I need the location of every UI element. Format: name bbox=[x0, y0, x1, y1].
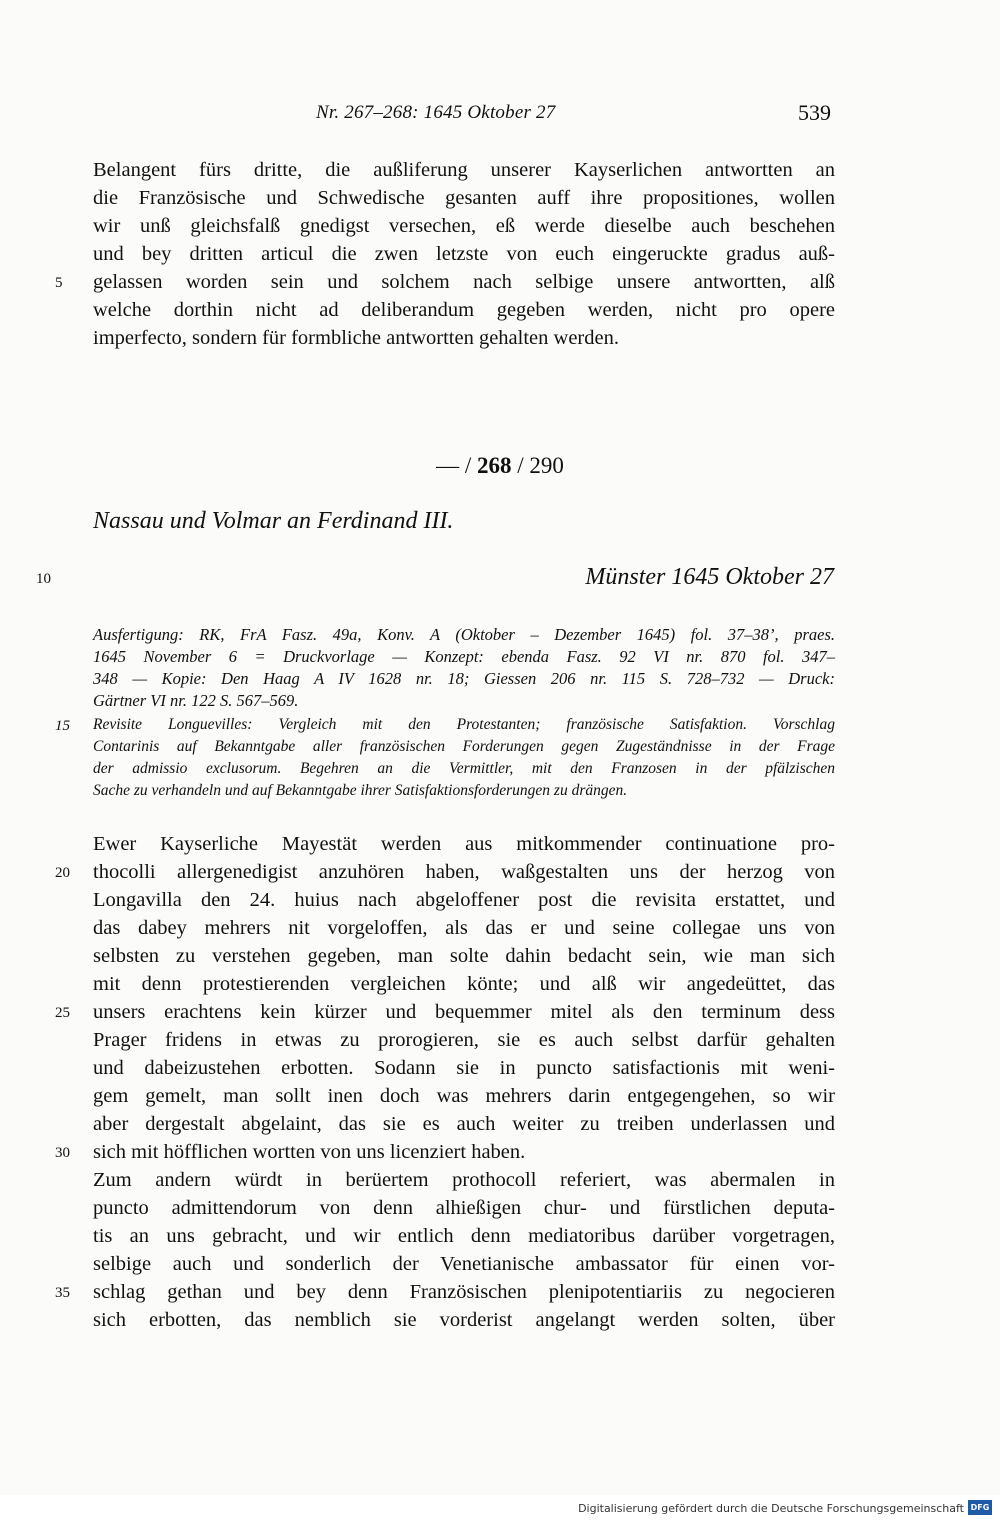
paragraph-continuation bbox=[55, 156, 835, 352]
regest-line bbox=[55, 714, 835, 736]
apparatus-line: Gärtner VI nr. 122 S. 567–569. bbox=[93, 691, 299, 710]
footer-bar bbox=[0, 1495, 1000, 1525]
document-number bbox=[0, 453, 1000, 479]
text-line: aber dergestalt abgelaint, das sie es auch weiter zu treiben underlassen und bbox=[93, 1113, 835, 1135]
text-line: selbige auch und sonderlich der Venetianische ambassator für einen vor- bbox=[93, 1253, 835, 1275]
funding-note: Digitalisierung gefördert durch die Deutsche Forschungsgemeinschaft bbox=[578, 1502, 964, 1515]
place-and-date: Münster 1645 Oktober 27 bbox=[585, 564, 834, 590]
regest-line: der admissio exclusorum. Begehren an die Vermittler, mit den Franzosen in der pfälzischen bbox=[93, 760, 835, 777]
line-number: 10 bbox=[36, 571, 51, 587]
text-line bbox=[55, 998, 835, 1026]
line-number: 25 bbox=[55, 1005, 70, 1021]
running-head bbox=[0, 100, 1000, 130]
text-line: Belangent fürs dritte, die außliferung unserer Kayserlichen antwortten an bbox=[93, 159, 835, 181]
text-line bbox=[55, 1278, 835, 1306]
text-line-content: thocolli allergenedigist anzuhören haben, waßgestalten uns der herzog von bbox=[93, 861, 835, 883]
page-number: 539 bbox=[798, 100, 831, 125]
dfg-logo: DFG bbox=[968, 1500, 992, 1515]
apparatus-line: 1645 November 6 = Druckvorlage — Konzept: ebenda Fasz. 92 VI nr. 870 fol. 347– bbox=[93, 647, 835, 666]
text-line-content: gelassen worden sein und solchem nach selbige unsere antwortten, alß bbox=[93, 271, 835, 293]
text-line bbox=[55, 858, 835, 886]
letter-body bbox=[55, 830, 835, 1334]
text-line bbox=[55, 268, 835, 296]
text-line: mit denn protestierenden vergleichen könte; und alß wir angedeüttet, das bbox=[93, 973, 835, 995]
document-title: Nassau und Volmar an Ferdinand III. bbox=[93, 508, 454, 534]
document-number-suffix: / 290 bbox=[517, 453, 564, 478]
text-line: selbsten zu verstehen gegeben, man solte dahin bedacht sein, wie man sich bbox=[93, 945, 835, 967]
text-line: und dabeizustehen erbotten. Sodann sie in puncto satisfactionis mit weni- bbox=[93, 1057, 835, 1079]
line-number: 30 bbox=[55, 1145, 70, 1161]
text-line-content: sich mit höfflichen wortten von uns licenziert haben. bbox=[93, 1141, 526, 1163]
apparatus-line: Ausfertigung: RK, FrA Fasz. 49a, Konv. A (Oktober – Dezember 1645) fol. 37–38’, praes. bbox=[93, 625, 835, 644]
text-line: die Französische und Schwedische gesanten auff ihre propositiones, wollen bbox=[93, 187, 835, 209]
running-title: Nr. 267–268: 1645 Oktober 27 bbox=[316, 102, 556, 123]
text-line bbox=[55, 1138, 835, 1166]
line-number: 35 bbox=[55, 1285, 70, 1301]
regest-line: Contarinis auf Bekanntgabe aller französischen Forderungen gegen Zugeständnisse in der Frage bbox=[93, 738, 835, 755]
text-line: welche dorthin nicht ad deliberandum gegeben werden, nicht pro opere bbox=[93, 299, 835, 321]
text-line-content: unsers erachtens kein kürzer und bequemmer mitel als den terminum dess bbox=[93, 1001, 835, 1023]
text-line: sich erbotten, das nemblich sie vorderist angelangt werden solten, über bbox=[93, 1309, 835, 1331]
regest bbox=[55, 714, 835, 802]
text-line: puncto admittendorum von denn alhießigen chur- und fürstlichen deputa- bbox=[93, 1197, 835, 1219]
line-number: 15 bbox=[55, 718, 70, 734]
text-line: Zum andern würdt in berüertem prothocoll referiert, was abermalen in bbox=[93, 1169, 835, 1191]
apparatus-line: 348 — Kopie: Den Haag A IV 1628 nr. 18; Giessen 206 nr. 115 S. 728–732 — Druck: bbox=[93, 669, 835, 688]
document-number-value: 268 bbox=[477, 453, 512, 478]
source-apparatus bbox=[93, 624, 835, 712]
text-line: wir unß gleichsfalß gnedigst versechen, eß werde dieselbe auch beschehen bbox=[93, 215, 835, 237]
text-line: gem gemelt, man sollt inen doch was mehrers darin entgegengehen, so wir bbox=[93, 1085, 835, 1107]
text-line: Prager fridens in etwas zu prorogieren, sie es auch selbst darfür gehalten bbox=[93, 1029, 835, 1051]
regest-line: Sache zu verhandeln und auf Bekanntgabe ihrer Satisfaktionsforderungen zu drängen. bbox=[93, 782, 628, 799]
text-line: und bey dritten articul die zwen letzste von euch eingeruckte gradus auß- bbox=[93, 243, 835, 265]
text-line: imperfecto, sondern für formbliche antwortten gehalten werden. bbox=[93, 327, 619, 349]
line-number: 20 bbox=[55, 865, 70, 881]
text-line: tis an uns gebracht, und wir entlich denn mediatoribus darüber vorgetragen, bbox=[93, 1225, 835, 1247]
text-line: Longavilla den 24. huius nach abgeloffener post die revisita erstattet, und bbox=[93, 889, 835, 911]
line-number: 5 bbox=[55, 275, 63, 291]
text-line-content: schlag gethan und bey denn Französischen plenipotentiariis zu negocieren bbox=[93, 1281, 835, 1303]
regest-line-content: Revisite Longuevilles: Vergleich mit den Protestanten; französische Satisfaktion. Vorschlag bbox=[93, 716, 835, 733]
text-line: Ewer Kayserliche Mayestät werden aus mitkommender continuatione pro- bbox=[93, 833, 835, 855]
text-line: das dabey mehrers nit vorgeloffen, als das er und seine collegae uns von bbox=[93, 917, 835, 939]
document-number-prefix: — / bbox=[436, 453, 472, 478]
